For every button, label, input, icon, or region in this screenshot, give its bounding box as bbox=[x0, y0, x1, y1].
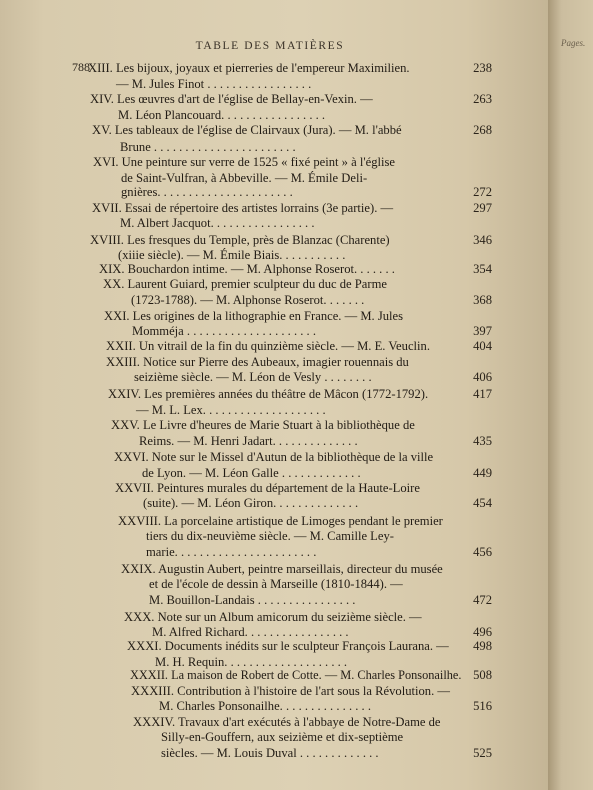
toc-entry-continuation: M. H. Requin. . . . . . . . . . . . . . . . . . . . bbox=[155, 655, 348, 669]
toc-entry-page: 496 bbox=[473, 625, 492, 639]
toc-entry-continuation: marie. . . . . . . . . . . . . . . . . . . . . . . bbox=[146, 545, 317, 559]
page-number: 788 bbox=[72, 60, 90, 74]
toc-entry-continuation: de Saint-Vulfran, à Abbeville. — M. Émile Deli- bbox=[121, 171, 368, 185]
toc-entry-continuation: Brune . . . . . . . . . . . . . . . . . . . . . . . bbox=[120, 140, 296, 154]
toc-entry-page: 346 bbox=[473, 233, 492, 247]
toc-entry-title: XXVIII. La porcelaine artistique de Limoges pendant le premier bbox=[118, 514, 443, 528]
toc-entry-page: 406 bbox=[473, 370, 492, 384]
book-page-right bbox=[548, 0, 593, 790]
toc-entry-page: 272 bbox=[473, 185, 492, 199]
toc-entry-title: XXXIV. Travaux d'art exécutés à l'abbaye de Notre-Dame de bbox=[133, 715, 441, 729]
toc-entry-title: XXXIII. Contribution à l'histoire de l'art sous la Révolution. — bbox=[131, 684, 450, 698]
toc-entry-continuation: Silly-en-Gouffern, aux seizième et dix-septième bbox=[161, 730, 404, 744]
toc-entry-continuation: (xiiie siècle). — M. Émile Biais. . . . . . . . . . . bbox=[118, 248, 346, 262]
toc-entry-page: 456 bbox=[473, 545, 492, 559]
toc-entry-page: 516 bbox=[473, 699, 492, 713]
toc-entry-continuation: M. Alfred Richard. . . . . . . . . . . . . . . . . bbox=[152, 625, 349, 639]
toc-entry-page: 368 bbox=[473, 293, 492, 307]
toc-entry-page: 263 bbox=[473, 92, 492, 106]
toc-entry-title: XXIII. Notice sur Pierre des Aubeaux, imagier rouennais du bbox=[106, 355, 409, 369]
pages-column-label: Pages. bbox=[561, 38, 586, 48]
toc-entry-page: 268 bbox=[473, 123, 492, 137]
toc-entry-title: XIV. Les œuvres d'art de l'église de Bellay-en-Vexin. — bbox=[90, 92, 373, 106]
toc-entry-continuation: (1723-1788). — M. Alphonse Roserot. . . . . . . bbox=[131, 293, 365, 307]
toc-entry-title: XX. Laurent Guiard, premier sculpteur du duc de Parme bbox=[103, 277, 387, 291]
toc-entry-title: XXX. Note sur un Album amicorum du seizième siècle. — bbox=[124, 610, 422, 624]
toc-entry-title: XXXII. La maison de Robert de Cotte. — M. Charles Ponsonailhe. bbox=[130, 668, 462, 682]
toc-entry-title: XXI. Les origines de la lithographie en France. — M. Jules bbox=[104, 309, 404, 323]
toc-entry-page: 435 bbox=[473, 434, 492, 448]
toc-entry-page: 404 bbox=[473, 339, 492, 353]
toc-entry-continuation: tiers du dix-neuvième siècle. — M. Camille Ley- bbox=[146, 529, 394, 543]
toc-entry-title: XXV. Le Livre d'heures de Marie Stuart à la bibliothèque de bbox=[111, 418, 415, 432]
toc-entry-title: XVIII. Les fresques du Temple, près de Blanzac (Charente) bbox=[90, 233, 390, 247]
toc-entry-page: 508 bbox=[473, 668, 492, 682]
toc-entry-continuation: gnières. . . . . . . . . . . . . . . . . . . . . . bbox=[121, 185, 293, 199]
running-head: TABLE DES MATIÈRES bbox=[195, 40, 345, 52]
toc-entry-continuation: — M. L. Lex. . . . . . . . . . . . . . . . . . . . bbox=[136, 403, 326, 417]
toc-entry-continuation: M. Albert Jacquot. . . . . . . . . . . . . . . . . bbox=[120, 216, 315, 230]
toc-entry-continuation: M. Léon Plancouard. . . . . . . . . . . . . . . . . bbox=[118, 108, 326, 122]
toc-entry-continuation: — M. Jules Finot . . . . . . . . . . . . . . . . . bbox=[116, 77, 312, 91]
toc-entry-title: XV. Les tableaux de l'église de Clairvaux (Jura). — M. l'abbé bbox=[92, 123, 402, 137]
toc-entry-page: 472 bbox=[473, 593, 492, 607]
toc-entry-continuation: et de l'école de dessin à Marseille (1810-1844). — bbox=[149, 577, 403, 591]
toc-entry-page: 354 bbox=[473, 262, 492, 276]
toc-entry-title: XVII. Essai de répertoire des artistes lorrains (3e partie). — bbox=[92, 201, 394, 215]
toc-entry-continuation: siècles. — M. Louis Duval . . . . . . . . . . . . . bbox=[161, 746, 379, 760]
toc-entry-title: XXVII. Peintures murales du département de la Haute-Loire bbox=[115, 481, 420, 495]
toc-entry-page: 525 bbox=[473, 746, 492, 760]
toc-entry-title: XVI. Une peinture sur verre de 1525 « fixé peint » à l'église bbox=[93, 155, 395, 169]
toc-entry-page: 454 bbox=[473, 496, 492, 510]
toc-entry-continuation: (suite). — M. Léon Giron. . . . . . . . . . . . . . bbox=[143, 496, 359, 510]
toc-entry-continuation: M. Charles Ponsonailhe. . . . . . . . . . . . . . . bbox=[159, 699, 371, 713]
toc-entry-title: XXXI. Documents inédits sur le sculpteur François Laurana. — bbox=[127, 639, 449, 653]
toc-entry-continuation: de Lyon. — M. Léon Galle . . . . . . . . . . . . . bbox=[142, 466, 361, 480]
toc-entry-continuation: Reims. — M. Henri Jadart. . . . . . . . . . . . . . bbox=[139, 434, 358, 448]
toc-entry-title: XXIX. Augustin Aubert, peintre marseillais, directeur du musée bbox=[121, 562, 443, 576]
toc-entry-title: XIII. Les bijoux, joyaux et pierreries de l'empereur Maximilien. bbox=[88, 61, 410, 75]
toc-entry-page: 397 bbox=[473, 324, 492, 338]
toc-entry-title: XXIV. Les premières années du théâtre de Mâcon (1772-1792). bbox=[108, 387, 429, 401]
toc-entry-page: 238 bbox=[473, 61, 492, 75]
toc-entry-page: 417 bbox=[473, 387, 492, 401]
toc-entry-continuation: Momméja . . . . . . . . . . . . . . . . . . . . . bbox=[132, 324, 316, 338]
toc-entry-continuation: seizième siècle. — M. Léon de Vesly . . . . . . . . bbox=[134, 370, 372, 384]
toc-entry-continuation: M. Bouillon-Landais . . . . . . . . . . . . . . . . bbox=[149, 593, 356, 607]
toc-entry-page: 498 bbox=[473, 639, 492, 653]
toc-entry-title: XXVI. Note sur le Missel d'Autun de la bibliothèque de la ville bbox=[114, 450, 434, 464]
toc-entry-title: XIX. Bouchardon intime. — M. Alphonse Roserot. . . . . . . bbox=[99, 262, 395, 276]
toc-entry-title: XXII. Un vitrail de la fin du quinzième siècle. — M. E. Veuclin. bbox=[106, 339, 430, 353]
toc-entry-page: 449 bbox=[473, 466, 492, 480]
toc-entry-page: 297 bbox=[473, 201, 492, 215]
